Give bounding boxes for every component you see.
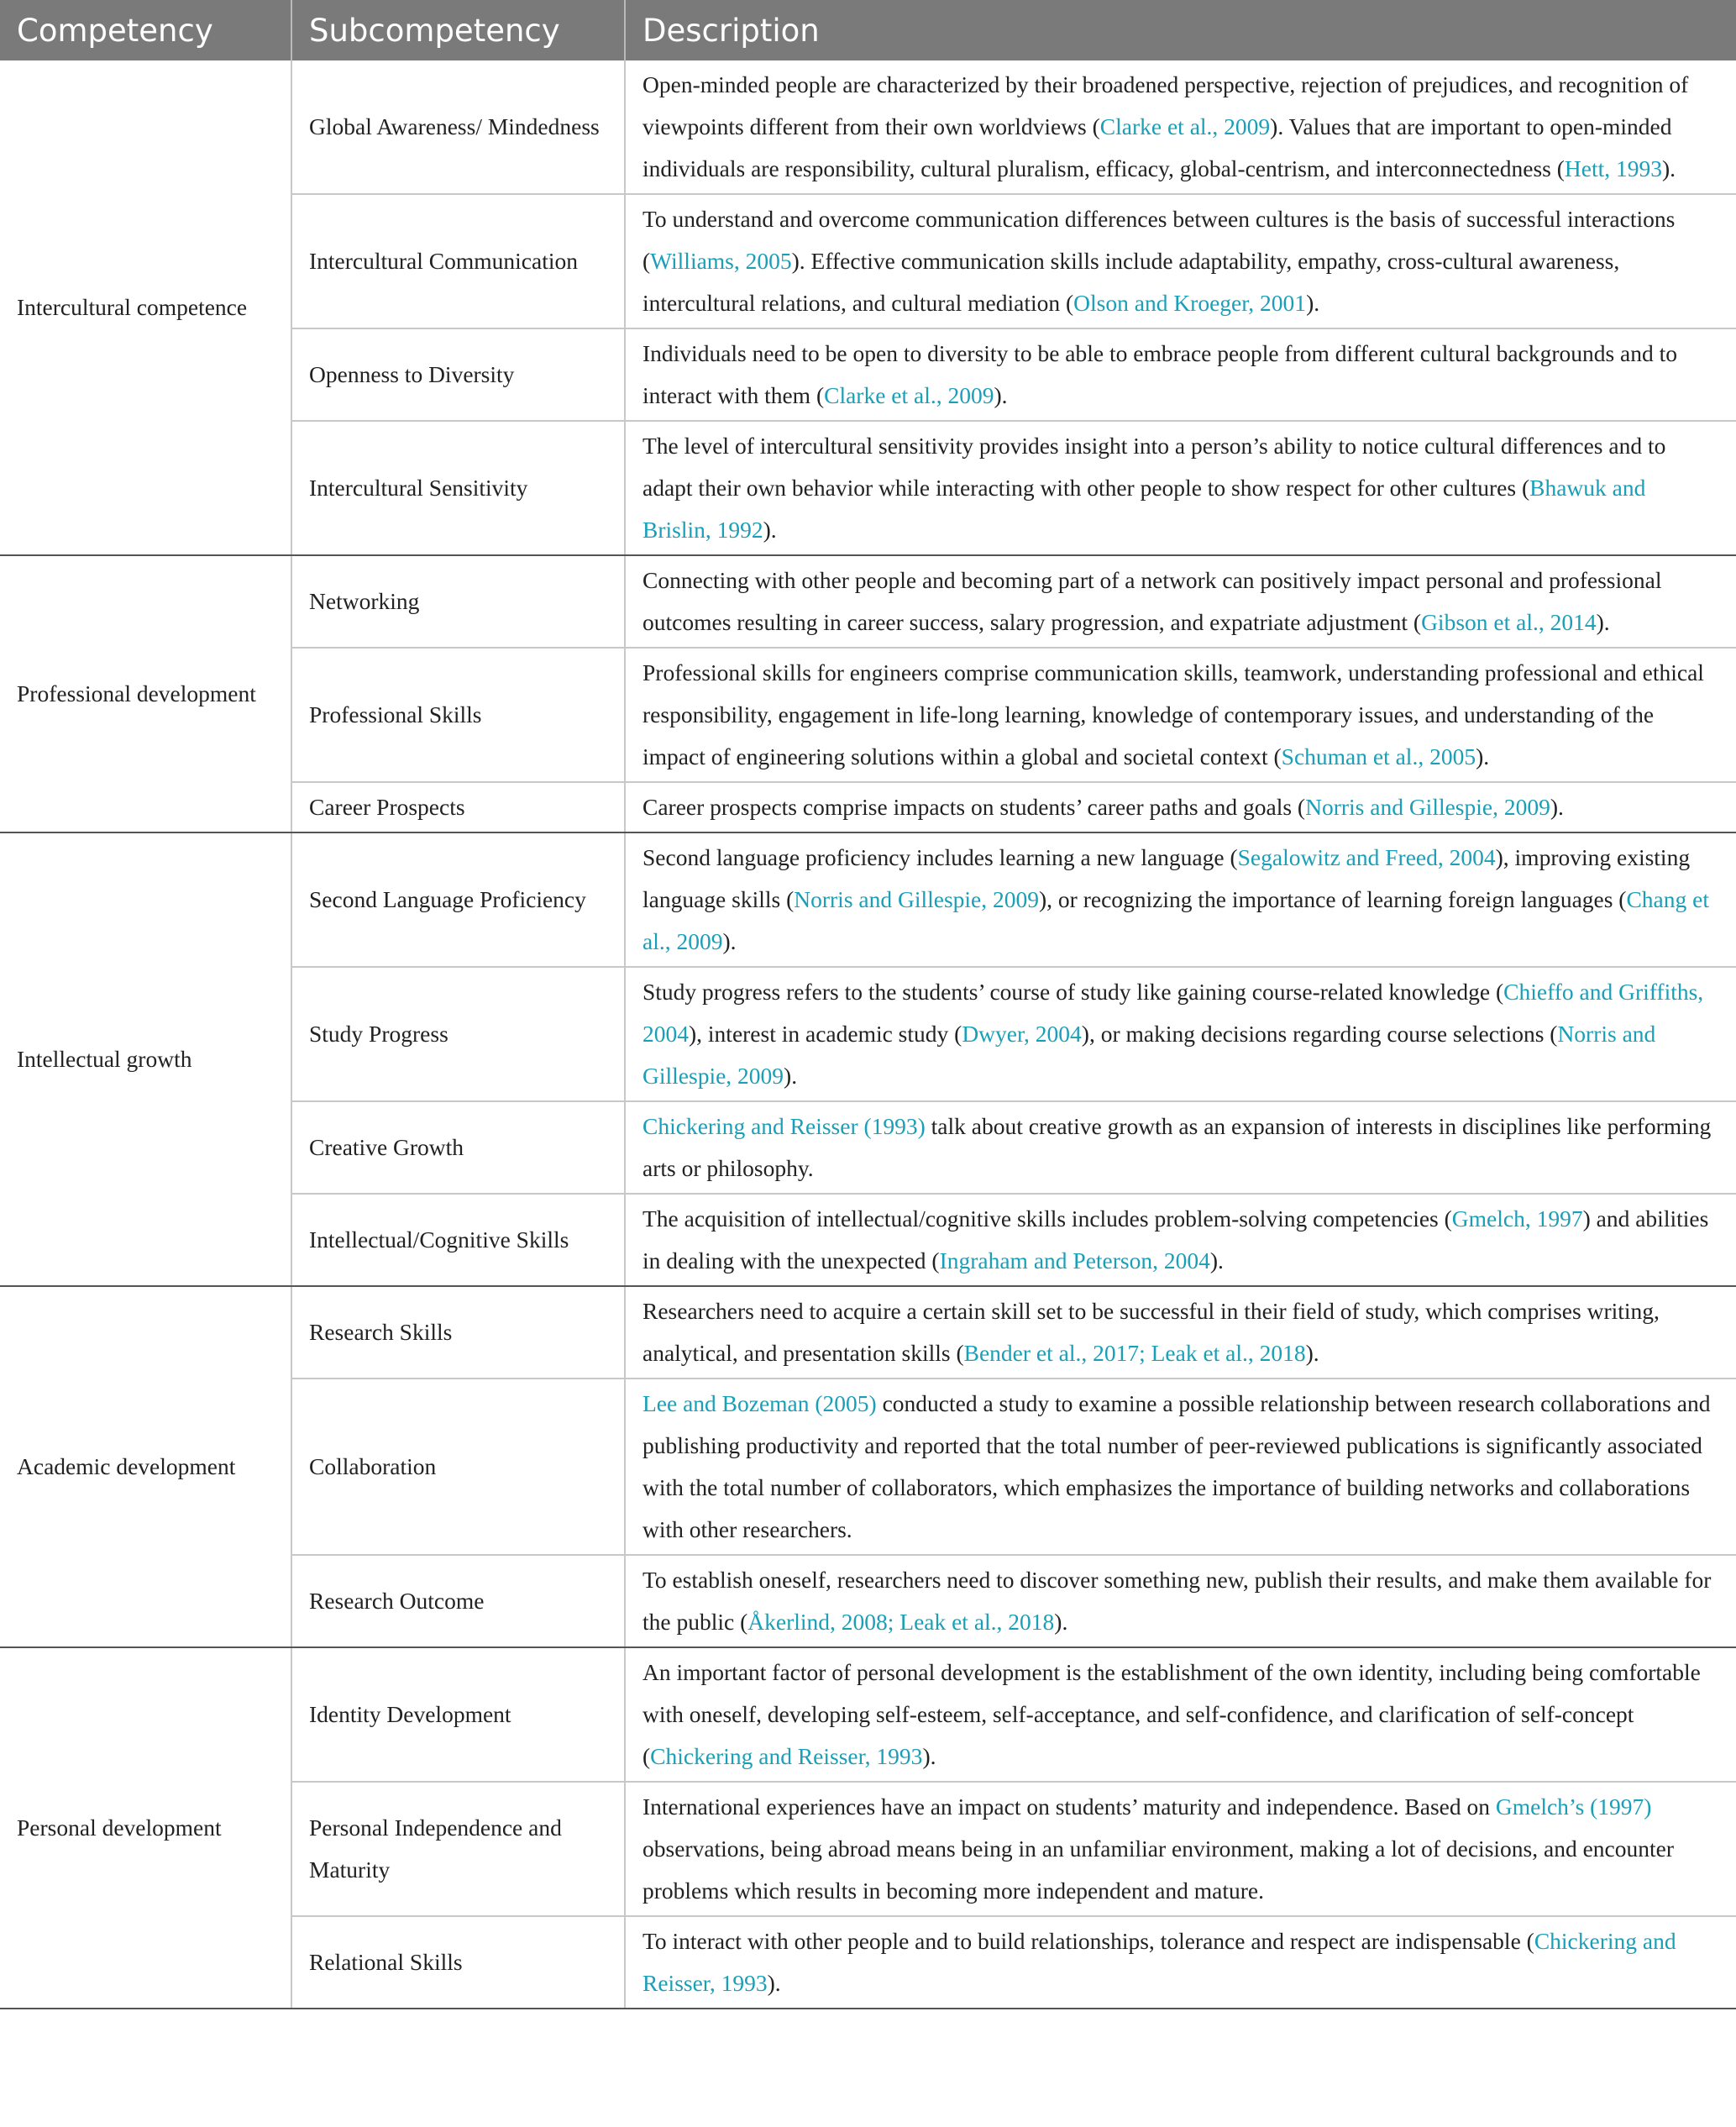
description-text [642,1198,1719,1282]
description-cell [625,328,1736,421]
description-segment: ). [1209,1247,1224,1274]
subcompetency-cell: Professional Skills [291,648,625,782]
description-segment: ). [1054,1609,1068,1635]
description-text [642,333,1719,417]
description-segment: Open-minded people are characterized by their broadened perspective, rejection of prejudices, and recognition of viewpoints different from their own worldviews ( [642,71,1689,139]
citation-link[interactable]: Dwyer, 2004 [962,1021,1082,1047]
description-text [642,559,1719,643]
subcompetency-cell: Collaboration [291,1379,625,1555]
description-segment: The level of intercultural sensitivity provides insight into a person’s ability to notice cultural differences and to adapt their own behavior while interacting with other people to show respect for other cultures ( [642,433,1666,501]
description-text [642,1106,1719,1190]
subcompetency-cell: Intercultural Sensitivity [291,421,625,555]
description-segment: Second language proficiency includes learning a new language ( [642,844,1238,870]
table-row [0,60,1736,194]
description-segment: To interact with other people and to build relationships, tolerance and respect are indispensable ( [642,1928,1534,1954]
description-segment: ). Effective communication skills include adaptability, empathy, cross-cultural awareness, intercultural relations, and cultural mediation ( [642,248,1620,316]
description-text [642,971,1719,1097]
subcompetency-cell: Intercultural Communication [291,194,625,328]
description-cell [625,967,1736,1101]
header-subcompetency: Subcompetency [291,0,625,60]
subcompetency-cell: Research Outcome [291,1555,625,1647]
citation-link[interactable]: Gmelch’s (1997) [1495,1794,1652,1820]
header-description: Description [625,0,1736,60]
description-segment: Professional skills for engineers comprise communication skills, teamwork, understanding professional and ethical responsibility, engagement in life-long learning, knowledge of contemporary issues, and understanding of the impact of engineering solutions within a global and societal context ( [642,659,1704,769]
subcompetency-cell: Networking [291,555,625,648]
description-cell [625,1555,1736,1647]
table-row [0,832,1736,967]
subcompetency-cell: Global Awareness/ Mindedness [291,60,625,194]
description-segment: ). [1476,743,1490,769]
description-segment: Study progress refers to the students’ course of study like gaining course-related knowledge ( [642,979,1504,1005]
description-segment: To establish oneself, researchers need to discover something new, publish their results, and make them available for the public ( [642,1567,1712,1635]
citation-link[interactable]: Schuman et al., 2005 [1281,743,1476,769]
description-segment: International experiences have an impact on students’ maturity and independence. Based on [642,1794,1496,1820]
subcompetency-cell: Intellectual/Cognitive Skills [291,1194,625,1286]
competency-cell: Intercultural competence [0,60,291,555]
description-segment: ). [1306,290,1320,316]
citation-link[interactable]: Bender et al., 2017; Leak et al., 2018 [963,1340,1306,1366]
description-cell [625,1647,1736,1782]
citation-link[interactable]: Gmelch, 1997 [1451,1205,1583,1232]
table-header [0,0,1736,60]
citation-link[interactable]: Lee and Bozeman (2005) [642,1390,877,1416]
header-competency: Competency [0,0,291,60]
description-segment: ). [1596,609,1610,635]
description-segment: The acquisition of intellectual/cognitive skills includes problem-solving competencies ( [642,1205,1452,1232]
citation-link[interactable]: Clarke et al., 2009 [824,382,994,408]
citation-link[interactable]: Norris and Gillespie, 2009 [1305,794,1550,820]
description-cell [625,421,1736,555]
table-row [0,555,1736,648]
citation-link[interactable]: Chieffo and Griffiths, 2004 [642,979,1704,1047]
description-segment: ), or making decisions regarding course selections ( [1081,1021,1558,1047]
description-segment: Individuals need to be open to diversity to be able to embrace people from different cultural backgrounds and to interact with them ( [642,340,1678,408]
citation-link[interactable]: Williams, 2005 [650,248,792,274]
description-segment: ). [994,382,1008,408]
citation-link[interactable]: Gibson et al., 2014 [1421,609,1597,635]
competency-cell: Personal development [0,1647,291,2009]
description-cell [625,648,1736,782]
description-text [642,1920,1719,2004]
description-segment: ). [767,1970,781,1996]
description-text [642,1290,1719,1374]
description-segment: To understand and overcome communication differences between cultures is the basis of successful interactions ( [642,206,1676,274]
citation-link[interactable]: Clarke et al., 2009 [1099,113,1271,139]
description-segment: Researchers need to acquire a certain skill set to be successful in their field of study, which comprises writing, analytical, and presentation skills ( [642,1298,1660,1366]
description-text [642,786,1719,828]
description-text [642,1383,1719,1551]
citation-link[interactable]: Norris and Gillespie, 2009 [794,886,1040,912]
description-segment: ). Values that are important to open-minded individuals are responsibility, cultural pluralism, efficacy, global-centrism, and interconnectedness ( [642,113,1672,181]
description-cell [625,1286,1736,1379]
competency-cell: Academic development [0,1286,291,1647]
citation-link[interactable]: Chickering and Reisser, 1993 [642,1928,1676,1996]
description-segment: talk about creative growth as an expansion of interests in disciplines like performing arts or philosophy. [642,1113,1712,1181]
citation-link[interactable]: Chickering and Reisser (1993) [642,1113,926,1139]
description-text [642,652,1719,778]
competency-cell: Intellectual growth [0,832,291,1286]
subcompetency-cell: Study Progress [291,967,625,1101]
description-cell [625,555,1736,648]
description-cell [625,1916,1736,2009]
description-text [642,837,1719,963]
description-cell [625,782,1736,832]
description-segment: ), improving existing language skills ( [642,844,1691,912]
citation-link[interactable]: Bhawuk and Brislin, 1992 [642,475,1646,543]
description-cell [625,1194,1736,1286]
citation-link[interactable]: Chickering and Reisser, 1993 [650,1743,923,1769]
description-cell [625,60,1736,194]
description-segment: ). [1662,155,1676,181]
table-row [0,1647,1736,1782]
subcompetency-cell: Personal Independence and Maturity [291,1782,625,1916]
subcompetency-cell: Second Language Proficiency [291,832,625,967]
description-text [642,1652,1719,1778]
description-segment: ). [763,517,777,543]
description-segment: ). [1305,1340,1319,1366]
citation-link[interactable]: Ingraham and Peterson, 2004 [939,1247,1210,1274]
table-body [0,60,1736,2009]
description-segment: conducted a study to examine a possible relationship between research collaborations and publishing productivity and reported that the total number of peer-reviewed publications is significantly associated with the total number of collaborators, which emphasizes the importance of building networks and collaborations with other researchers. [642,1390,1711,1542]
description-cell [625,194,1736,328]
subcompetency-cell: Identity Development [291,1647,625,1782]
description-text [642,1786,1719,1912]
description-cell [625,1379,1736,1555]
citation-link[interactable]: Hett, 1993 [1564,155,1662,181]
description-cell [625,832,1736,967]
description-segment: ). [784,1063,798,1089]
header-row [0,0,1736,60]
citation-link[interactable]: Åkerlind, 2008; Leak et al., 2018 [747,1609,1055,1635]
description-segment: ) and abilities in dealing with the unexpected ( [642,1205,1709,1274]
subcompetency-cell: Openness to Diversity [291,328,625,421]
description-text [642,1559,1719,1643]
competency-cell: Professional development [0,555,291,832]
subcompetency-cell: Creative Growth [291,1101,625,1194]
citation-link[interactable]: Chang et al., 2009 [642,886,1709,954]
table-row [0,1286,1736,1379]
description-segment: ). [1550,794,1564,820]
subcompetency-cell: Relational Skills [291,1916,625,2009]
description-cell [625,1101,1736,1194]
description-text [642,64,1719,190]
description-text [642,198,1719,324]
description-cell [625,1782,1736,1916]
citation-link[interactable]: Segalowitz and Freed, 2004 [1237,844,1496,870]
subcompetency-cell: Career Prospects [291,782,625,832]
description-segment: ), interest in academic study ( [689,1021,962,1047]
description-segment: An important factor of personal development is the establishment of the own identity, including being comfortable with oneself, developing self-esteem, self-acceptance, and self-confidence, and clarification of self-concept ( [642,1659,1701,1769]
description-segment: Connecting with other people and becoming part of a network can positively impact personal and professional outcomes resulting in career success, salary progression, and expatriate adjustment ( [642,567,1662,635]
description-segment: ). [922,1743,936,1769]
citation-link[interactable]: Norris and Gillespie, 2009 [642,1021,1656,1089]
description-segment: ). [722,928,737,954]
description-segment: ), or recognizing the importance of learning foreign languages ( [1039,886,1627,912]
description-segment: observations, being abroad means being in an unfamiliar environment, making a lot of decisions, and encounter problems which results in becoming more independent and mature. [642,1836,1674,1904]
subcompetency-cell: Research Skills [291,1286,625,1379]
description-segment: Career prospects comprise impacts on students’ career paths and goals ( [642,794,1306,820]
description-text [642,425,1719,551]
citation-link[interactable]: Olson and Kroeger, 2001 [1073,290,1307,316]
